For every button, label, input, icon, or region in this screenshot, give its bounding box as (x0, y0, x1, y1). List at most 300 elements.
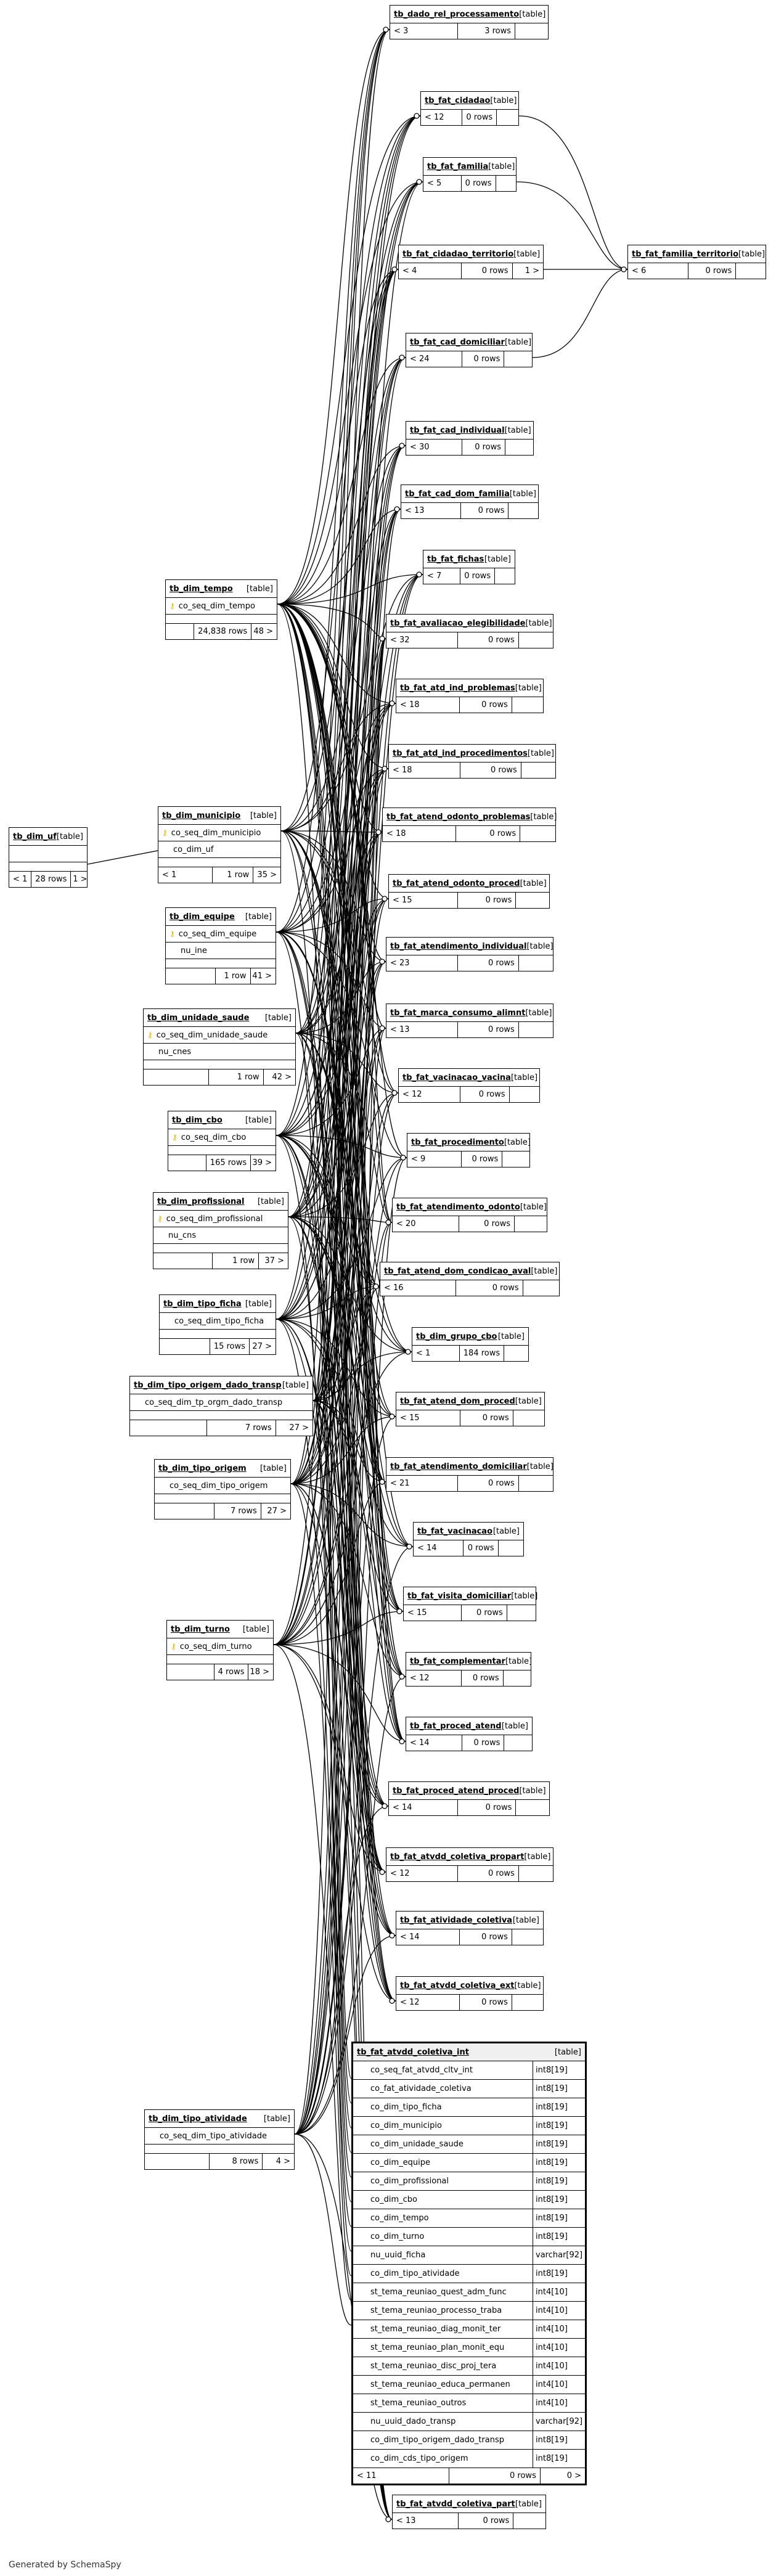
crowfoot-marker (376, 830, 381, 835)
column-spacer-row (158, 858, 280, 867)
table-name[interactable]: tb_fat_atendimento_individual (390, 941, 527, 951)
table-tb-fat-atd-ind-procedimentos[interactable] (388, 744, 556, 779)
children-count: < 6 (628, 263, 688, 279)
children-count: < 14 (396, 1929, 460, 1945)
table-tb-dim-tipo-atividade[interactable] (144, 2109, 295, 2170)
row-count: 0 rows (459, 1216, 515, 1232)
table-name[interactable]: tb_fat_atend_odonto_problemas (386, 812, 531, 822)
table-name[interactable]: tb_fat_cidadao_territorio (402, 249, 514, 259)
table-type: [table] (242, 1624, 269, 1634)
relationship-line (276, 1135, 407, 1158)
row-count: 1 row (213, 1253, 259, 1269)
table-footer (386, 1476, 553, 1491)
table-tb-fat-atvdd-coletiva-int[interactable] (351, 2042, 587, 2485)
children-count (166, 968, 216, 984)
relationship-line (288, 1217, 392, 1222)
row-count: 0 rows (460, 763, 521, 778)
column-row (353, 2172, 585, 2191)
crowfoot-marker (390, 1998, 394, 2003)
row-count: 0 rows (458, 893, 517, 908)
children-count: < 9 (407, 1151, 462, 1167)
relationship-line (288, 703, 396, 1217)
relationship-line (277, 604, 407, 1158)
relationship-line (276, 639, 386, 932)
parents-count (512, 1929, 543, 1945)
table-name[interactable]: tb_fat_proced_atend (410, 1721, 502, 1731)
relationship-line (276, 1135, 380, 1286)
table-name[interactable]: tb_fat_marca_consumo_alimnt (390, 1008, 526, 1018)
relationship-line (291, 1484, 396, 1936)
relationship-line (276, 932, 351, 2128)
relationship-line (296, 1033, 398, 1093)
table-header (390, 6, 548, 23)
table-type: [table] (527, 748, 554, 758)
table-tb-fat-vacinacao-vacina[interactable] (398, 1068, 540, 1103)
column-type: int8[19] (536, 2084, 568, 2093)
relationship-line (291, 1484, 388, 1806)
relationship-line (277, 574, 423, 604)
column-row (9, 846, 87, 862)
parents-count: 35 > (257, 870, 277, 880)
table-tb-fat-visita-domiciliar[interactable] (403, 1587, 536, 1621)
table-tb-fat-atividade-coletiva[interactable] (396, 1911, 544, 1945)
table-footer (389, 763, 555, 778)
table-footer (380, 1280, 559, 1296)
table-header (166, 580, 277, 598)
table-tb-fat-cad-individual[interactable] (406, 421, 534, 456)
children-count: < 20 (393, 1216, 459, 1232)
table-tb-fat-complementar[interactable] (406, 1652, 531, 1687)
table-name[interactable]: tb_fat_visita_domiciliar (407, 1591, 512, 1601)
table-type: [table] (520, 878, 547, 888)
column-type: int8[19] (536, 2158, 568, 2167)
table-name[interactable]: tb_fat_procedimento (411, 1137, 504, 1147)
row-count: 0 rows (460, 1410, 513, 1426)
table-name[interactable]: tb_fat_atend_odonto_proced (393, 878, 520, 888)
table-name[interactable]: tb_dim_tipo_origem_dado_transp (134, 1380, 282, 1390)
table-type: [table] (282, 1380, 309, 1390)
table-name[interactable]: tb_fat_atvdd_coletiva_int (357, 2047, 469, 2057)
children-count: < 15 (389, 893, 458, 908)
column-name: co_dim_cds_tipo_origem (353, 2450, 533, 2468)
table-header (401, 485, 538, 503)
column-name: st_tema_reuniao_plan_monit_equ (353, 2339, 533, 2357)
table-header (145, 2110, 294, 2128)
relationship-line (276, 899, 388, 1319)
table-name[interactable]: tb_fat_atvdd_coletiva_part (396, 2499, 515, 2509)
table-footer (401, 503, 538, 518)
column-row (353, 2376, 585, 2394)
column-type: varchar[92] (536, 2251, 583, 2260)
relationship-line (276, 639, 386, 1319)
primary-key-icon: ⚷ (169, 930, 175, 938)
children-count (145, 2154, 210, 2169)
primary-key-icon: ⚷ (147, 1031, 153, 1039)
crowfoot-marker (399, 1674, 404, 1679)
relationship-line (277, 604, 386, 962)
table-name[interactable]: tb_fat_cad_domiciliar (410, 337, 505, 347)
table-tb-fat-cad-domiciliar[interactable] (406, 333, 533, 367)
children-count: < 32 (386, 632, 458, 648)
table-tb-fat-familia-territorio[interactable] (627, 245, 766, 279)
relationship-line (277, 604, 382, 832)
relationship-line (277, 358, 406, 604)
table-header (353, 2043, 585, 2061)
table-name[interactable]: tb_fat_atvdd_coletiva_ext (400, 1981, 515, 1990)
relationship-line (277, 30, 390, 604)
children-count: < 14 (406, 1735, 462, 1751)
table-type: [table] (264, 1013, 292, 1023)
table-type: [table] (497, 1331, 525, 1341)
column-row (160, 1313, 276, 1330)
column-spacer-row (160, 1330, 276, 1339)
table-tb-fat-atend-dom-proced[interactable] (396, 1392, 545, 1426)
column-row (353, 2191, 585, 2209)
table-header (158, 807, 280, 825)
children-count: < 15 (404, 1605, 462, 1621)
parents-count (513, 2513, 545, 2529)
table-tb-fat-atend-odonto-problemas[interactable] (382, 808, 556, 842)
table-type: [table] (525, 618, 552, 628)
table-tb-fat-atend-odonto-proced[interactable] (388, 874, 550, 909)
table-header (383, 808, 555, 826)
table-type: [table] (505, 1656, 533, 1666)
relationship-line (533, 269, 627, 358)
table-name[interactable]: tb_fat_atendimento_domiciliar (390, 1462, 527, 1471)
column-name: co_dim_tipo_atividade (353, 2265, 533, 2283)
table-name[interactable]: tb_dim_equipe (169, 912, 235, 922)
table-footer (130, 1420, 312, 1436)
column-name: st_tema_reuniao_quest_adm_func (353, 2283, 533, 2301)
table-name[interactable]: tb_dim_turno (171, 1624, 230, 1634)
table-name[interactable]: tb_dim_unidade_saude (147, 1013, 250, 1023)
table-name[interactable]: tb_fat_vacinacao (417, 1526, 493, 1536)
table-type: [table] (554, 2047, 581, 2057)
table-tb-fat-proced-atend[interactable] (406, 1717, 533, 1751)
table-name[interactable]: tb_fat_cad_dom_familia (405, 489, 510, 499)
table-tb-dim-uf[interactable] (9, 827, 88, 888)
parents-count (519, 1866, 553, 1881)
column-row (353, 2246, 585, 2265)
column-row (145, 2128, 294, 2145)
table-header (9, 828, 87, 846)
relationship-line (276, 932, 380, 1286)
table-name[interactable]: tb_dim_tipo_origem (158, 1463, 247, 1473)
row-count: 1 row (209, 1069, 263, 1085)
table-type: [table] (259, 1463, 287, 1473)
relationship-line (277, 604, 412, 1352)
crowfoot-marker (390, 1933, 394, 1938)
table-tb-dim-grupo-cbo[interactable] (412, 1327, 529, 1362)
parents-count: 39 > (252, 1158, 272, 1167)
table-tb-fat-fichas[interactable] (423, 550, 515, 584)
crowfoot-marker (382, 1804, 387, 1809)
table-type: [table] (519, 9, 546, 19)
table-name[interactable]: tb_fat_vacinacao_vacina (402, 1073, 511, 1082)
parents-count (507, 1605, 536, 1621)
row-count: 0 rows (456, 826, 520, 841)
table-tb-fat-atendimento-domiciliar[interactable] (386, 1457, 553, 1492)
column-spacer-row (166, 615, 277, 624)
parents-count: 1 > (73, 875, 88, 884)
relationship-line (288, 269, 398, 1217)
table-tb-fat-vacinacao[interactable] (413, 1522, 524, 1556)
column-type: int4[10] (536, 2398, 568, 2408)
table-name[interactable]: tb_fat_fichas (427, 554, 484, 564)
table-header (167, 1621, 273, 1638)
table-footer (144, 1069, 295, 1085)
table-tb-fat-avaliacao-elegibilidade[interactable] (386, 614, 553, 648)
relationship-line (281, 269, 398, 831)
table-name[interactable]: tb_dim_cbo (172, 1115, 223, 1125)
table-name[interactable]: tb_dim_profissional (157, 1196, 245, 1206)
table-type: [table] (514, 1981, 541, 1990)
column-row (158, 825, 280, 841)
table-name[interactable]: tb_fat_atend_dom_proced (400, 1396, 515, 1406)
relationship-line (296, 832, 382, 1033)
table-tb-fat-atendimento-odonto[interactable] (392, 1198, 547, 1232)
table-tb-dim-unidade-saude[interactable] (143, 1008, 296, 1086)
table-name[interactable]: tb_fat_familia_territorio (632, 249, 739, 259)
children-count: < 18 (383, 826, 456, 841)
column-type: int4[10] (536, 2288, 568, 2297)
parents-count (515, 1216, 547, 1232)
relationship-line (313, 1400, 403, 1611)
table-name[interactable]: tb_dim_municipio (162, 811, 241, 820)
table-tb-fat-proced-atend-proced[interactable] (388, 1781, 550, 1816)
column-row (168, 1129, 276, 1146)
table-footer (393, 1216, 547, 1232)
column-type: int4[10] (536, 2380, 568, 2389)
table-type: [table] (519, 1786, 546, 1796)
column-row (353, 2154, 585, 2172)
table-tb-fat-atvdd-coletiva-part[interactable] (392, 2495, 546, 2529)
table-footer (407, 1151, 529, 1167)
table-footer (406, 1670, 531, 1686)
table-name[interactable]: tb_fat_atd_ind_procedimentos (393, 748, 528, 758)
table-tb-fat-atd-ind-problemas[interactable] (396, 679, 544, 713)
table-tb-dim-tipo-origem[interactable] (154, 1459, 291, 1519)
table-header (393, 1198, 547, 1216)
table-name[interactable]: tb_fat_atd_ind_problemas (400, 683, 515, 693)
table-header (396, 1392, 544, 1410)
row-count: 184 rows (460, 1346, 504, 1361)
relationship-line (288, 1093, 398, 1217)
relationship-line (313, 1222, 392, 1400)
table-name[interactable]: tb_dado_rel_processamento (394, 9, 520, 19)
primary-key-icon: ⚷ (171, 1642, 176, 1651)
table-footer (396, 697, 543, 713)
row-count: 0 rows (459, 2513, 513, 2529)
column-name: co_dim_profissional (353, 2172, 533, 2190)
row-count: 0 rows (464, 1540, 499, 1556)
table-name[interactable]: tb_dim_tempo (169, 584, 233, 594)
table-header (166, 908, 276, 926)
column-type: int8[19] (536, 2435, 568, 2445)
table-footer (399, 263, 543, 279)
relationship-line (276, 1286, 380, 1319)
table-tb-fat-atendimento-individual[interactable] (386, 937, 553, 971)
crowfoot-marker (417, 572, 422, 577)
crowfoot-marker (392, 1090, 397, 1095)
relationship-line (277, 604, 388, 899)
column-name: co_seq_dim_tipo_origem (169, 1481, 268, 1490)
table-type: [table] (246, 584, 273, 594)
table-tb-dim-tempo[interactable] (165, 579, 277, 640)
crowfoot-marker (394, 507, 399, 512)
table-name[interactable]: tb_dim_tipo_atividade (149, 2114, 247, 2124)
children-count: < 5 (423, 176, 462, 191)
table-name[interactable]: tb_fat_atendimento_odonto (396, 1202, 520, 1212)
relationship-line (277, 604, 380, 1286)
table-tb-dim-profissional[interactable] (153, 1192, 288, 1269)
relationship-line (295, 1158, 407, 2134)
parents-count (510, 1087, 539, 1102)
column-name: co_dim_unidade_saude (353, 2135, 533, 2153)
table-header (153, 1193, 288, 1211)
table-name[interactable]: tb_fat_atvdd_coletiva_propart (390, 1852, 525, 1862)
parents-count (504, 1670, 531, 1686)
table-tb-dim-equipe[interactable] (165, 907, 276, 984)
crowfoot-marker (621, 267, 626, 272)
table-tb-dado-rel-processamento[interactable] (390, 5, 549, 39)
row-count: 0 rows (462, 110, 497, 125)
table-type: [table] (263, 2114, 290, 2124)
table-tb-dim-tipo-origem-dado-transp[interactable] (129, 1376, 313, 1436)
column-name: co_dim_tempo (353, 2209, 533, 2227)
table-tb-fat-atend-dom-condicao-aval[interactable] (380, 1262, 560, 1296)
table-name[interactable]: tb_fat_familia (427, 162, 489, 171)
children-count: < 4 (399, 263, 462, 279)
parents-count: 0 > (566, 2471, 581, 2480)
crowfoot-marker (417, 179, 422, 184)
column-name: nu_cns (168, 1230, 197, 1240)
table-type: [table] (484, 554, 511, 564)
table-name[interactable]: tb_fat_atividade_coletiva (400, 1915, 513, 1925)
relationship-line (295, 769, 388, 2134)
table-tb-dim-tipo-ficha[interactable] (159, 1294, 276, 1355)
column-row (166, 598, 277, 615)
table-name[interactable]: tb_fat_complementar (410, 1656, 505, 1666)
relationship-line (281, 831, 403, 1611)
row-count: 0 rows (460, 1929, 512, 1945)
column-spacer-row (167, 1655, 273, 1664)
table-name[interactable]: tb_fat_cad_individual (410, 425, 505, 435)
row-count: 24,838 rows (194, 624, 251, 639)
column-name: co_seq_dim_tp_orgm_dado_transp (145, 1397, 283, 1407)
table-footer (160, 1339, 276, 1354)
table-type: [table] (530, 812, 557, 822)
relationship-line (277, 604, 406, 1741)
table-tb-fat-atvdd-coletiva-ext[interactable] (396, 1976, 544, 2011)
table-name[interactable]: tb_fat_avaliacao_elegibilidade (390, 618, 526, 628)
table-type: [table] (56, 832, 83, 841)
children-count: < 13 (401, 503, 461, 518)
table-header (144, 1009, 295, 1027)
table-type: [table] (504, 425, 531, 435)
table-tb-fat-cad-dom-familia[interactable] (401, 485, 539, 519)
children-count (130, 1420, 207, 1436)
row-count: 0 rows (460, 568, 495, 584)
column-type: int8[19] (536, 2195, 568, 2204)
relationship-line (295, 509, 401, 2134)
column-row (353, 2209, 585, 2228)
parents-count (513, 1410, 544, 1426)
table-type: [table] (515, 683, 542, 693)
row-count: 0 rows (458, 1800, 517, 1815)
row-count: 1 row (216, 968, 251, 984)
table-header (168, 1111, 276, 1129)
relationship-line (277, 604, 388, 769)
table-name[interactable]: tb_fat_atend_dom_condicao_aval (384, 1266, 531, 1276)
table-tb-fat-cidadao[interactable] (420, 91, 519, 126)
table-type: [table] (512, 1915, 539, 1925)
children-count: < 11 (353, 2468, 449, 2484)
relationship-line (313, 1400, 406, 1741)
table-type: [table] (520, 1202, 547, 1212)
table-tb-dim-municipio[interactable] (158, 806, 281, 883)
row-count: 4 rows (214, 1664, 249, 1680)
row-count: 0 rows (462, 351, 505, 367)
table-header (421, 92, 518, 110)
parents-count (521, 763, 555, 778)
table-tb-fat-marca-consumo-alimnt[interactable] (386, 1004, 553, 1038)
table-name[interactable]: tb_fat_proced_atend_proced (393, 1786, 520, 1796)
table-name[interactable]: tb_dim_uf (13, 832, 57, 841)
relationship-line (274, 1645, 386, 1872)
column-name: co_seq_dim_municipio (171, 828, 261, 838)
relationship-line (277, 446, 406, 604)
table-tb-fat-atvdd-coletiva-propart[interactable] (386, 1847, 553, 1882)
table-footer (414, 1540, 523, 1556)
column-row (167, 1638, 273, 1655)
table-tb-fat-familia[interactable] (423, 157, 517, 192)
relationship-line (88, 851, 158, 864)
table-type: [table] (504, 337, 532, 347)
table-name[interactable]: tb_dim_grupo_cbo (416, 1331, 497, 1341)
row-count: 1 row (213, 867, 253, 883)
relationship-line (274, 269, 398, 1645)
relationship-line (291, 509, 401, 1484)
parents-count (508, 503, 538, 518)
crowfoot-marker (380, 636, 385, 641)
table-tb-dim-turno[interactable] (166, 1620, 274, 1680)
table-tb-fat-procedimento[interactable] (407, 1133, 530, 1167)
table-type: [table] (515, 2499, 542, 2509)
row-count: 0 rows (456, 1280, 523, 1296)
table-header (414, 1523, 523, 1540)
relationship-line (296, 703, 396, 1033)
table-name[interactable]: tb_dim_tipo_ficha (163, 1299, 242, 1309)
relationship-line (296, 962, 386, 1033)
primary-key-icon: ⚷ (172, 1133, 178, 1142)
table-type: [table] (531, 1266, 558, 1276)
table-footer (166, 968, 276, 984)
relationship-line (296, 1033, 351, 2153)
table-tb-dim-cbo[interactable] (168, 1111, 276, 1171)
children-count: < 1 (9, 872, 31, 887)
parents-count: 4 > (276, 2157, 290, 2166)
row-count: 0 rows (458, 1476, 519, 1491)
table-tb-fat-cidadao-territorio[interactable] (398, 245, 544, 279)
row-count: 165 rows (206, 1155, 251, 1171)
relationship-line (276, 30, 390, 932)
parents-count: 1 > (525, 266, 539, 276)
table-name[interactable]: tb_fat_cidadao (425, 96, 491, 105)
table-footer (396, 1410, 544, 1426)
relationship-line (313, 1400, 396, 2001)
children-count (160, 1339, 210, 1354)
